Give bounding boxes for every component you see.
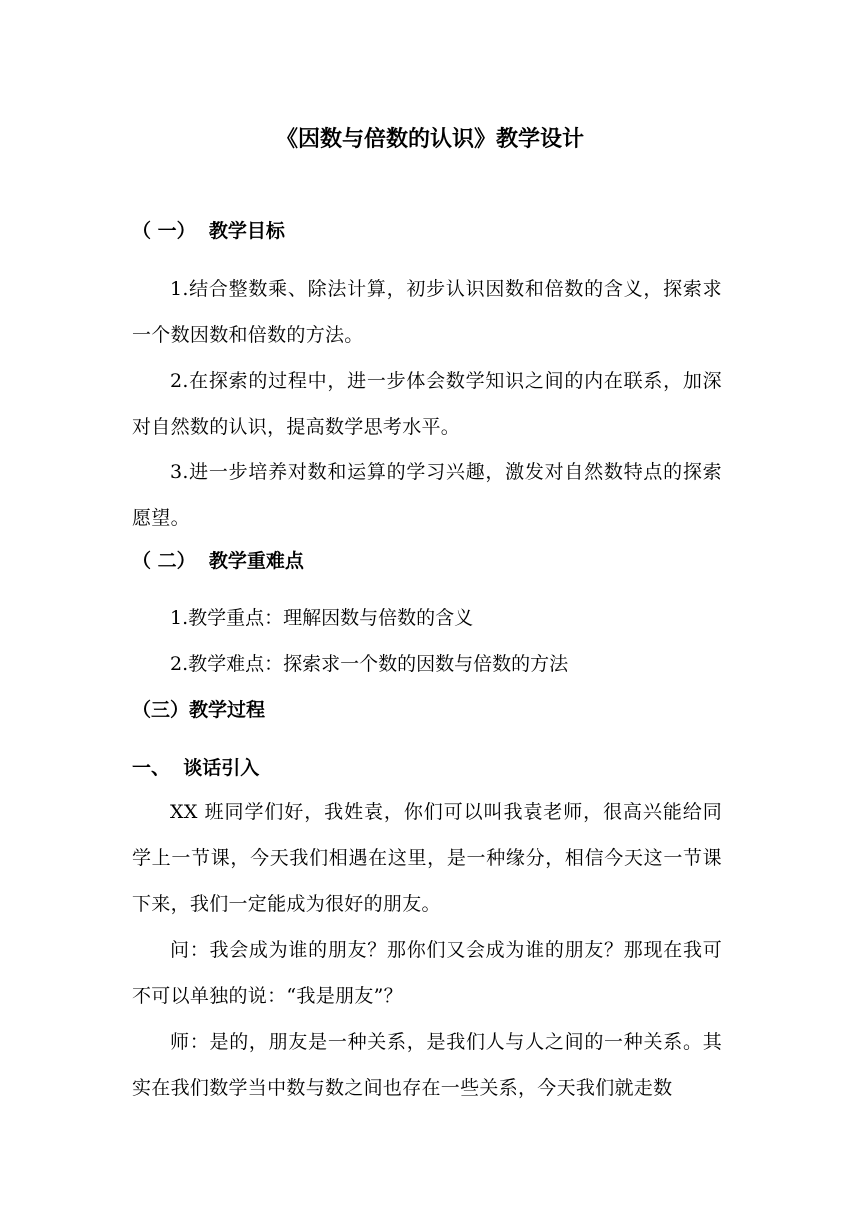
intro-paragraph-2: 问：我会成为谁的朋友？那你们又会成为谁的朋友？那现在我可不可以单独的说：“我是朋友”？ [132, 939, 722, 1007]
key-point-item-2: 2.教学难点：探索求一个数的因数与倍数的方法 [170, 653, 569, 675]
key-point-item-1: 1.教学重点：理解因数与倍数的含义 [170, 607, 474, 629]
objective-item-1: 1.结合整数乘、除法计算，初步认识因数和倍数的含义，探索求一个数因数和倍数的方法。 [132, 278, 722, 346]
intro-paragraph-1: XX 班同学们好，我姓袁，你们可以叫我袁老师，很高兴能给同学上一节课，今天我们相遇在这里，是一种缘分，相信今天这一节课下来，我们一定能成为很好的朋友。 [132, 801, 722, 915]
document-title: 《因数与倍数的认识》教学设计 [275, 127, 584, 152]
intro-paragraph-3: 师：是的，朋友是一种关系，是我们人与人之间的一种关系。其实在我们数学当中数与数之间也存在一些关系，今天我们就走数 [132, 1031, 722, 1099]
section-heading-objectives: （ 一） 教学目标 [132, 220, 285, 242]
part-heading-introduction: 一、 谈话引入 [132, 757, 260, 779]
section-heading-key-points: （ 二） 教学重难点 [132, 550, 304, 572]
objective-item-3: 3.进一步培养对数和运算的学习兴趣，激发对自然数特点的探索愿望。 [132, 461, 722, 529]
objective-item-2: 2.在探索的过程中，进一步体会数学知识之间的内在联系，加深对自然数的认识，提高数学思考水平。 [132, 370, 722, 438]
section-heading-process: （三）教学过程 [132, 699, 266, 721]
